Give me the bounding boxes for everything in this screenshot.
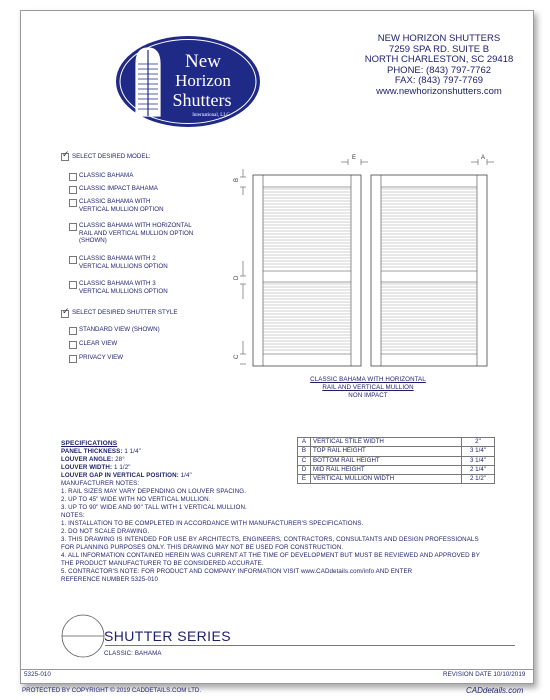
model-option-label: CLASSIC BAHAMA WITH 3 VERTICAL MULLIONS OPTION xyxy=(79,280,168,295)
style-option-label: CLEAR VIEW xyxy=(79,340,118,347)
dim-label-a: A xyxy=(480,155,486,161)
svg-text:International, LLC: International, LLC xyxy=(192,113,230,118)
company-name: NEW HORIZON SHUTTERS xyxy=(377,33,501,44)
title-block-circle xyxy=(59,612,109,660)
style-option-checkbox[interactable] xyxy=(69,341,77,349)
table-row: B TOP RAIL HEIGHT 3 1/4" xyxy=(298,447,495,456)
model-option-checkbox[interactable] xyxy=(69,199,77,207)
caddetails-brand[interactable]: CADdetails.com xyxy=(466,686,524,695)
style-option-label: STANDARD VIEW (SHOWN) xyxy=(79,326,160,333)
company-logo xyxy=(114,34,262,129)
revision-date: REVISION DATE 10/10/2019 xyxy=(443,671,526,678)
specifications-title: SPECIFICATIONS xyxy=(61,440,118,447)
table-row: D MID RAIL HEIGHT 2 1/4" xyxy=(298,465,495,474)
drawing-sheet xyxy=(20,10,534,684)
model-option-label: CLASSIC BAHAMA WITH VERTICAL MULLION OPTION xyxy=(79,198,164,213)
dimension-table xyxy=(297,437,495,484)
right-panel xyxy=(371,175,487,366)
shutter-icon xyxy=(136,48,160,116)
model-option-label: CLASSIC IMPACT BAHAMA xyxy=(79,185,158,192)
company-info xyxy=(354,34,524,98)
model-option-checkbox[interactable] xyxy=(69,223,77,231)
model-option-checkbox[interactable] xyxy=(69,256,77,264)
table-row: C BOTTOM RAIL HEIGHT 3 1/4" xyxy=(298,456,495,465)
model-option-label: CLASSIC BAHAMA xyxy=(79,172,134,179)
select-style-checkbox[interactable] xyxy=(61,310,69,318)
table-row: A VERTICAL STILE WIDTH 2" xyxy=(298,438,495,447)
series-title: SHUTTER SERIES xyxy=(104,628,231,644)
dim-label-c: C xyxy=(234,354,240,359)
model-option-label: CLASSIC BAHAMA WITH HORIZONTAL RAIL AND VERTICAL MULLION OPTION (SHOWN) xyxy=(79,222,194,245)
model-option-label: CLASSIC BAHAMA WITH 2 VERTICAL MULLIONS OPTION xyxy=(79,255,168,270)
company-address-2: NORTH CHARLESTON, SC 29418 xyxy=(364,54,514,66)
select-style-title: SELECT DESIRED SHUTTER STYLE xyxy=(72,309,178,316)
company-address-1: 7259 SPA RD. SUITE B xyxy=(388,43,490,55)
dim-label-d: D xyxy=(234,275,240,280)
company-phone: PHONE: (843) 797-7762 xyxy=(386,64,492,76)
title-block-bottom-line xyxy=(21,669,533,670)
svg-text:Horizon: Horizon xyxy=(175,71,231,90)
drawing-caption: CLASSIC BAHAMA WITH HORIZONTAL RAIL AND VERTICAL MULLION NON IMPACT xyxy=(310,376,426,399)
series-subtitle: CLASSIC: BAHAMA xyxy=(104,650,162,657)
style-option-checkbox[interactable] xyxy=(69,355,77,363)
reference-number: 5325-010 xyxy=(24,671,51,678)
svg-text:New: New xyxy=(185,51,221,72)
select-model-checkbox[interactable] xyxy=(61,153,69,161)
model-option-checkbox[interactable] xyxy=(69,186,77,194)
dim-label-b: B xyxy=(234,177,240,182)
company-website[interactable]: www.newhorizonshutters.com xyxy=(376,85,502,97)
copyright-notice: PROTECTED BY COPYRIGHT © 2019 CADDETAILS.COM LTD. xyxy=(22,687,202,694)
table-row: E VERTICAL MULLION WIDTH 2 1/2" xyxy=(298,475,495,484)
shutter-elevation-drawing xyxy=(221,151,511,371)
left-panel xyxy=(253,175,361,366)
specifications-block: SPECIFICATIONS PANEL THICKNESS: 1 1/4" LOUVER ANGLE: 28° LOUVER WIDTH: 1 1/2" LOUVER GAP IN VERTICAL POSITION: 1/4" MANUFACTURER NOTES: 1. RAIL SIZES MAY VARY DEPENDING ON LOUVER SPACING. 2. UP TO 45" WIDE WITH NO VERTICAL MULLION. 3. UP TO 90" WIDE AND 90" TALL WITH 1 VERTICAL MULLION. NOTES: 1. INSTALLATION TO BE COMPLETED IN ACCORDANCE WITH MANUFACTURER'S SPECIFICATIONS. 2. DO NOT SCALE DRAWING. 3. THIS DRAWING IS INTENDED FOR USE BY ARCHITECTS, ENGINEERS, CONTRACTORS, CONSULTANTS AND DESIGN PROFESSIONALS FOR PLANNING PURPOSES ONLY. THIS DRAWING MAY NOT BE USED FOR CONSTRUCTION. 4. ALL INFORMATION CONTAINED HEREIN WAS CURRENT AT THE TIME OF DEVELOPMENT BUT MUST BE REVIEWED AND APPROVED BY THE PRODUCT MANUFACTURER TO BE CONSIDERED ACCURATE. 5. CONTRACTOR'S NOTE: FOR PRODUCT AND COMPANY INFORMATION VISIT www.CADdetails.com/info AND ENTER REFERENCE NUMBER 5325-010 xyxy=(61,440,521,584)
company-fax: FAX: (843) 797-7769 xyxy=(394,75,484,87)
select-model-title: SELECT DESIRED MODEL: xyxy=(72,153,151,160)
style-option-checkbox[interactable] xyxy=(69,327,77,335)
model-option-checkbox[interactable] xyxy=(69,173,77,181)
dim-label-e: E xyxy=(351,155,357,161)
style-option-label: PRIVACY VIEW xyxy=(79,354,124,361)
svg-text:Shutters: Shutters xyxy=(172,90,232,110)
title-divider xyxy=(105,645,515,646)
model-option-checkbox[interactable] xyxy=(69,281,77,289)
